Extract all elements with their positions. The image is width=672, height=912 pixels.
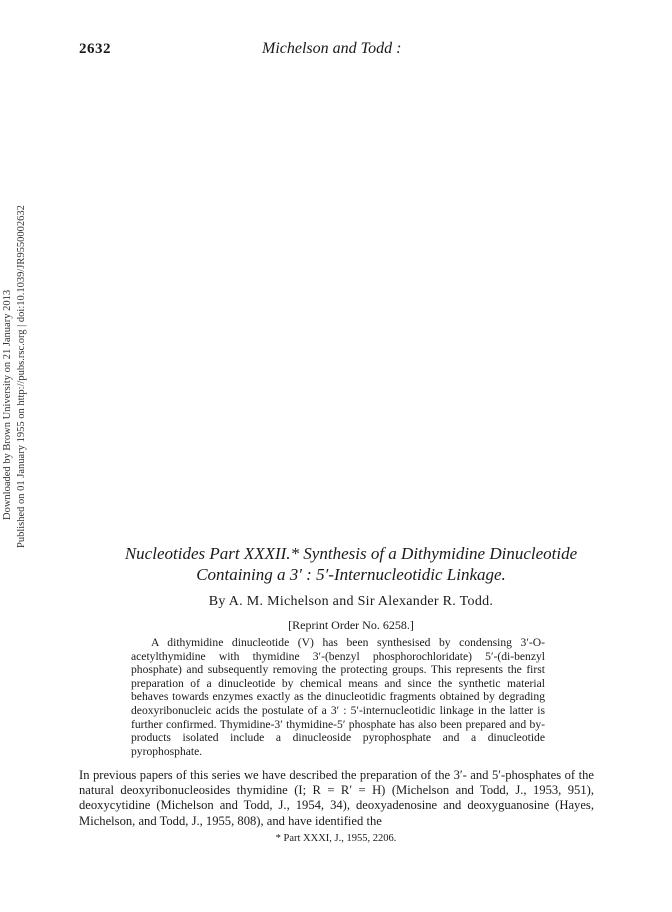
article-authors: By A. M. Michelson and Sir Alexander R. Todd. bbox=[208, 594, 494, 609]
footnote: * Part XXXI, J., 1955, 2206. bbox=[275, 833, 397, 844]
download-notice: Downloaded by Brown University on 21 January 2013 bbox=[2, 289, 13, 520]
page-number: 2632 bbox=[79, 41, 111, 57]
article-title-line-2: Containing a 3′ : 5′-Internucleotidic Linkage. bbox=[196, 565, 506, 584]
reprint-order: [Reprint Order No. 6258.] bbox=[288, 618, 414, 632]
article-title-line-1: Nucleotides Part XXXII.* Synthesis of a Dithymidine Dinucleotide bbox=[124, 544, 578, 563]
publication-notice: Published on 01 January 1955 on http://pubs.rsc.org | doi:10.1039/JR9550002632 bbox=[16, 205, 27, 548]
running-head: Michelson and Todd : bbox=[262, 40, 402, 57]
article-abstract: A dithymidine dinucleotide (V) has been synthesised by condensing 3′-O-acetylthymidine with thymidine 3′-(benzyl phosphorochloridate) 5′-(di-benzyl phosphate) and subsequently removing the protecting groups. This represents the first preparation of a dinucleotide by chemical means and since the synthetic material behaves towards enzymes exactly as the dinucleotidic fragments obtained by degrading deoxyribonucleic acids the postulate of a 3′ : 5′-internucleotidic linkage in the latter is further confirmed. Thymidine-3′ thymidine-5′ phosphate has also been prepared and by-products isolated include a dinucleoside pyrophosphate and a dinucleotide pyrophosphate. bbox=[131, 636, 545, 758]
body-paragraph: In previous papers of this series we have described the preparation of the 3′- and 5′-phosphates of the natural deoxyribonucleosides thymidine (I; R = R′ = H) (Michelson and Todd, J., 1953, 951), deoxycytidine (Michelson and Todd, J., 1954, 34), deoxyadenosine and deoxyguanosine (Hayes, Michelson, and Todd, J., 1955, 808), and have identified the bbox=[79, 768, 594, 828]
